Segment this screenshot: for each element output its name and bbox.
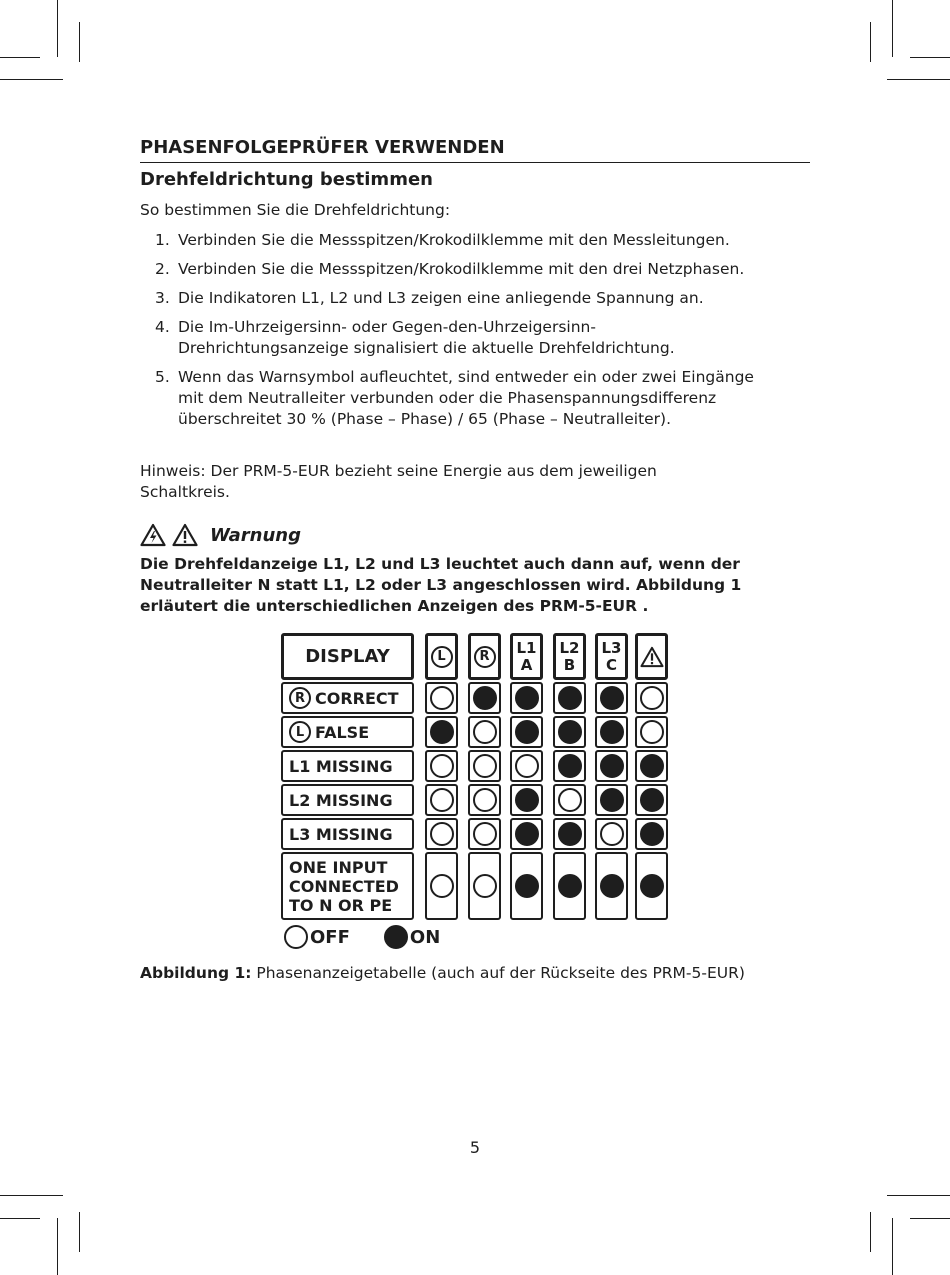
indicator-cell: [425, 784, 458, 816]
indicator-on: [600, 686, 624, 710]
crop-mark: [79, 22, 80, 62]
row-label-correct: R CORRECT: [281, 682, 414, 714]
indicator-off: [430, 874, 454, 898]
crop-mark: [0, 1195, 63, 1196]
indicator-on: [640, 874, 664, 898]
indicator-cell: [635, 716, 668, 748]
indicator-cell: [635, 852, 668, 920]
indicator-cell: [425, 852, 458, 920]
list-item: 5. Wenn das Warnsymbol aufleuchtet, sind entweder ein oder zwei Eingänge mit dem Neutralleiter verbunden oder die Phasenspannungsdifferenz überschreitet 30 % (Phase – Phase) / 65 (Phase – Neutralleiter).: [155, 368, 754, 428]
indicator-off: [430, 822, 454, 846]
crop-mark: [57, 1218, 58, 1275]
indicator-on: [558, 686, 582, 710]
legend-off-label: OFF: [310, 926, 350, 948]
clockwise-rotation-icon: R: [289, 687, 311, 709]
indicator-off: [640, 686, 664, 710]
indicator-on: [600, 788, 624, 812]
column-header-l1: L1 A: [510, 633, 543, 680]
steps-list: [140, 230, 830, 438]
indicator-cell: [635, 818, 668, 850]
crop-mark: [892, 0, 893, 57]
indicator-off: [473, 720, 497, 744]
indicator-on: [558, 720, 582, 744]
indicator-on: [558, 822, 582, 846]
legend-on-label: ON: [409, 926, 441, 948]
indicator-on: [640, 788, 664, 812]
step-text: Wenn das Warnsymbol aufleuchtet, sind entweder ein oder zwei Eingänge mit dem Neutralleiter verbunden oder die Phasenspannungsdifferenz überschreitet 30 % (Phase – Phase) / 65 (Phase – Neutralleiter).: [178, 368, 754, 428]
crop-mark: [870, 1212, 871, 1252]
table-header-display: DISPLAY: [281, 633, 414, 680]
indicator-cell: [595, 716, 628, 748]
indicator-cell: [553, 750, 586, 782]
indicator-cell: [468, 682, 501, 714]
indicator-on: [640, 754, 664, 778]
row-label-one-input: ONE INPUT CONNECTED TO N OR PE: [281, 852, 414, 920]
note-text: Hinweis: Der PRM-5-EUR bezieht seine Energie aus dem jeweiligen Schaltkreis.: [140, 462, 657, 501]
indicator-cell: [510, 716, 543, 748]
table-legend: [284, 925, 440, 949]
indicator-cell: [425, 716, 458, 748]
indicator-cell: [510, 682, 543, 714]
warning-triangle-icon: [172, 523, 198, 547]
indicator-cell: [553, 716, 586, 748]
section-heading: PHASENFOLGEPRÜFER VERWENDEN: [140, 136, 810, 163]
list-item: 2. Verbinden Sie die Messspitzen/Krokodilklemme mit den drei Netzphasen.: [155, 260, 745, 278]
indicator-cell: [635, 784, 668, 816]
indicator-on: [473, 686, 497, 710]
warning-triangle-icon: [640, 646, 664, 668]
indicator-off: [558, 788, 582, 812]
warning-title: Warnung: [210, 524, 301, 546]
indicator-cell: [635, 750, 668, 782]
indicator-cell: [595, 852, 628, 920]
indicator-off: [640, 720, 664, 744]
indicator-off: [430, 788, 454, 812]
row-label-l1-missing: L1 MISSING: [281, 750, 414, 782]
indicator-cell: [553, 784, 586, 816]
indicator-on: [515, 874, 539, 898]
indicator-cell: [595, 784, 628, 816]
row-label-false: L FALSE: [281, 716, 414, 748]
indicator-on: [600, 874, 624, 898]
off-indicator-sample: [284, 925, 308, 949]
indicator-cell: [510, 818, 543, 850]
indicator-cell: [425, 682, 458, 714]
indicator-on: [640, 822, 664, 846]
indicator-cell: [510, 852, 543, 920]
electric-hazard-icon: [140, 523, 166, 547]
indicator-off: [515, 754, 539, 778]
column-header-counterclockwise: [425, 633, 458, 680]
indicator-cell: [595, 818, 628, 850]
crop-mark: [870, 22, 871, 62]
column-header-l3: L3 C: [595, 633, 628, 680]
indicator-on: [600, 720, 624, 744]
indicator-cell: [553, 818, 586, 850]
list-item: 1. Verbinden Sie die Messspitzen/Krokodilklemme mit den Messleitungen.: [155, 231, 730, 249]
step-text: Die Indikatoren L1, L2 und L3 zeigen eine anliegende Spannung an.: [178, 289, 704, 307]
list-item: 4. Die Im-Uhrzeigersinn- oder Gegen-den-Uhrzeigersinn-Drehrichtungsanzeige signalisiert die aktuelle Drehfeldrichtung.: [155, 318, 675, 357]
indicator-cell: [425, 818, 458, 850]
indicator-cell: [510, 784, 543, 816]
column-header-l2: L2 B: [553, 633, 586, 680]
indicator-on: [515, 720, 539, 744]
indicator-on: [558, 874, 582, 898]
clockwise-rotation-icon: R: [474, 646, 496, 668]
warning-text: Die Drehfeldanzeige L1, L2 und L3 leuchtet auch dann auf, wenn der Neutralleiter N statt L1, L2 oder L3 angeschlossen wird. Abbildung 1 erläutert die unterschiedlichen Anzeigen des PRM-5-EUR .: [140, 555, 742, 615]
column-header-warning: [635, 633, 668, 680]
row-label-l3-missing: L3 MISSING: [281, 818, 414, 850]
indicator-on: [600, 754, 624, 778]
indicator-cell: [553, 852, 586, 920]
indicator-on: [515, 686, 539, 710]
crop-mark: [892, 1218, 893, 1275]
step-text: Verbinden Sie die Messspitzen/Krokodilklemme mit den Messleitungen.: [178, 231, 730, 249]
indicator-on: [558, 754, 582, 778]
row-label-l2-missing: L2 MISSING: [281, 784, 414, 816]
figure-caption: Abbildung 1: Phasenanzeigetabelle (auch auf der Rückseite des PRM-5-EUR): [140, 964, 745, 982]
indicator-cell: [468, 784, 501, 816]
page-number: 5: [469, 1138, 481, 1157]
indicator-on: [515, 788, 539, 812]
subsection-heading: Drehfeldrichtung bestimmen: [140, 169, 433, 190]
indicator-off: [430, 686, 454, 710]
list-item: 3. Die Indikatoren L1, L2 und L3 zeigen eine anliegende Spannung an.: [155, 289, 704, 307]
indicator-cell: [595, 682, 628, 714]
warning-title-row: [140, 522, 301, 548]
crop-mark: [910, 57, 950, 58]
crop-mark: [79, 1212, 80, 1252]
indicator-off: [473, 822, 497, 846]
indicator-on: [515, 822, 539, 846]
indicator-cell: [468, 818, 501, 850]
indicator-cell: [468, 750, 501, 782]
indicator-cell: [468, 852, 501, 920]
crop-mark: [887, 79, 950, 80]
indicator-cell: [468, 716, 501, 748]
column-header-clockwise: [468, 633, 501, 680]
crop-mark: [887, 1195, 950, 1196]
step-text: Verbinden Sie die Messspitzen/Krokodilklemme mit den drei Netzphasen.: [178, 260, 745, 278]
on-indicator-sample: [384, 925, 408, 949]
indicator-cell: [553, 682, 586, 714]
crop-mark: [910, 1218, 950, 1219]
indicator-off: [473, 874, 497, 898]
counterclockwise-rotation-icon: L: [431, 646, 453, 668]
crop-mark: [0, 79, 63, 80]
indicator-cell: [425, 750, 458, 782]
indicator-off: [430, 754, 454, 778]
indicator-on: [430, 720, 454, 744]
indicator-cell: [510, 750, 543, 782]
indicator-cell: [595, 750, 628, 782]
indicator-off: [600, 822, 624, 846]
indicator-cell: [635, 682, 668, 714]
indicator-off: [473, 788, 497, 812]
intro-text: So bestimmen Sie die Drehfeldrichtung:: [140, 201, 451, 219]
step-text: Die Im-Uhrzeigersinn- oder Gegen-den-Uhrzeigersinn-Drehrichtungsanzeige signalisiert die aktuelle Drehfeldrichtung.: [178, 318, 675, 357]
crop-mark: [0, 57, 40, 58]
counterclockwise-rotation-icon: L: [289, 721, 311, 743]
indicator-off: [473, 754, 497, 778]
crop-mark: [0, 1218, 40, 1219]
crop-mark: [57, 0, 58, 57]
